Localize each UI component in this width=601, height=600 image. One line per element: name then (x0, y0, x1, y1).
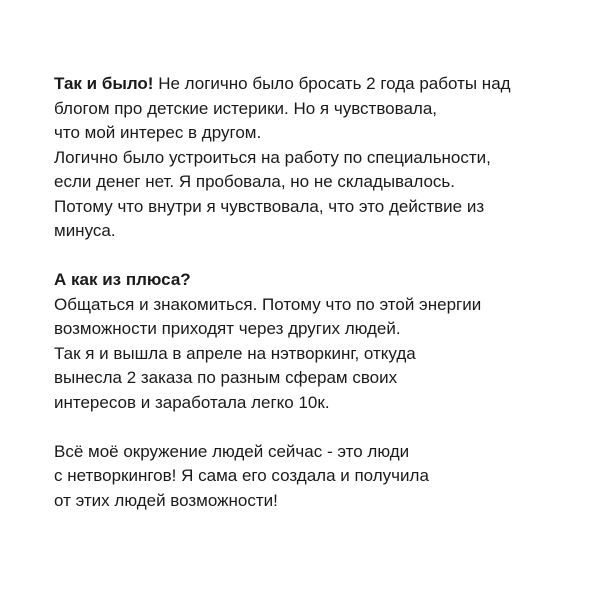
text-line (54, 268, 574, 293)
text-line: минуса. (54, 221, 116, 240)
text-line: возможности приходят через других людей. (54, 319, 401, 338)
text-line: Логично было устроиться на работу по специальности, (54, 147, 491, 167)
text-line: если денег нет. Я пробовала, но не складывалось. (54, 172, 455, 191)
text-line: Общаться и знакомиться. Потому что по этой энергии (54, 294, 482, 314)
text-line: от этих людей возможности! (54, 490, 278, 510)
text-line: Всё моё окружение людей сейчас - это люди (54, 441, 410, 461)
text-line: Потому что внутри я чувствовала, что это действие из (54, 196, 485, 216)
text-line: блогом про детские истерики. Но я чувствовала, (54, 98, 438, 118)
article-text (54, 72, 574, 538)
text-line: с нетворкингов! Я сама его создала и получила (54, 466, 429, 485)
line-text: Не логично было бросать 2 года работы над (153, 74, 511, 93)
paragraph-3 (54, 440, 574, 514)
bold-lead: Так и было! (54, 74, 154, 93)
text-line: вынесла 2 заказа по разным сферам своих (54, 368, 398, 387)
text-line: что мой интерес в другом. (54, 123, 262, 142)
bold-heading: А как из плюса? (54, 270, 191, 289)
paragraph-1 (54, 72, 574, 244)
text-line: интересов и заработала легко 10к. (54, 392, 330, 412)
text-line: Так я и вышла в апреле на нэтворкинг, откуда (54, 343, 416, 363)
text-line (54, 72, 574, 97)
paragraph-2 (54, 268, 574, 415)
